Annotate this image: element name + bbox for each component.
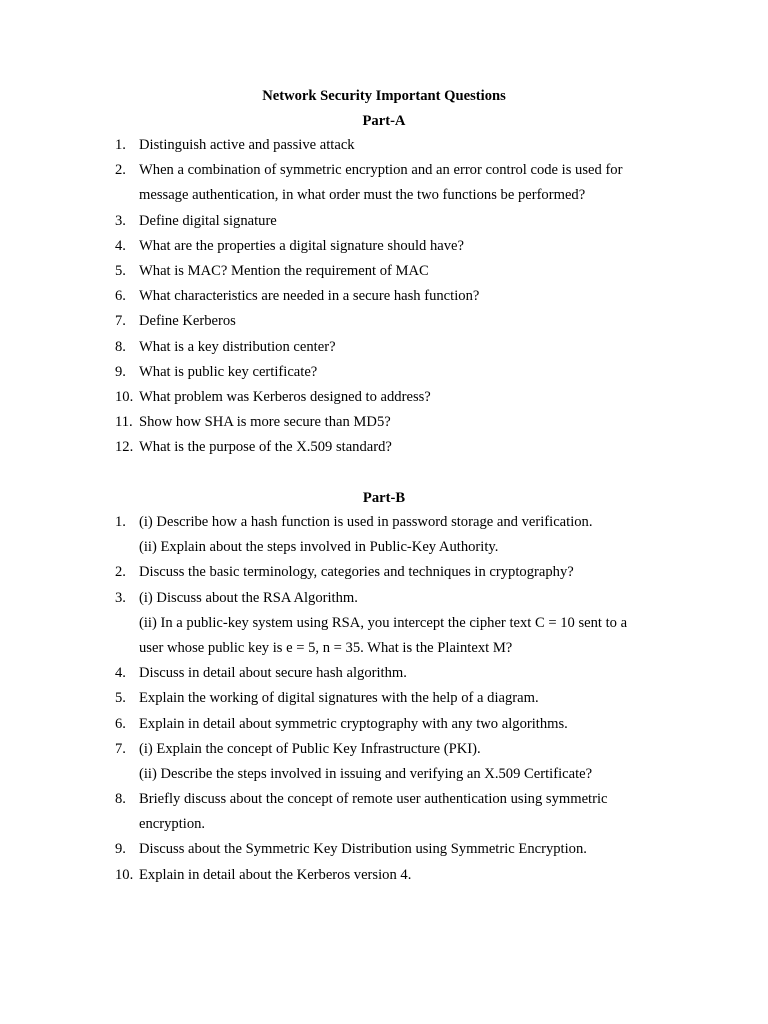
question-item	[115, 209, 675, 234]
question-line	[115, 686, 675, 711]
question-number: 9.	[115, 841, 126, 858]
question-text: Discuss the basic terminology, categories and techniques in cryptography?	[139, 564, 574, 581]
question-text: What are the properties a digital signature should have?	[139, 237, 464, 254]
question-text: Show how SHA is more secure than MD5?	[139, 414, 391, 431]
question-item	[115, 510, 675, 560]
question-number: 4.	[115, 665, 126, 682]
question-line	[115, 183, 675, 208]
question-number: 6.	[115, 715, 126, 732]
question-line	[115, 661, 675, 686]
part-b-heading: Part-B	[362, 490, 406, 506]
question-line	[115, 284, 675, 309]
question-item	[115, 284, 675, 309]
question-item	[115, 385, 675, 410]
question-line	[115, 158, 675, 183]
question-item	[115, 133, 675, 158]
question-text: What is the purpose of the X.509 standard?	[139, 439, 392, 456]
document-title: Network Security Important Questions	[262, 88, 506, 104]
question-line	[115, 309, 675, 334]
question-text: encryption.	[139, 816, 206, 833]
question-line	[115, 636, 675, 661]
question-text: Define Kerberos	[139, 313, 236, 330]
question-line	[115, 209, 675, 234]
question-item	[115, 360, 675, 385]
question-number: 9.	[115, 363, 126, 380]
question-line	[115, 712, 675, 737]
question-number: 8.	[115, 791, 126, 808]
question-line	[115, 410, 675, 435]
question-text: Explain the working of digital signatures with the help of a diagram.	[139, 690, 539, 707]
question-text: Briefly discuss about the concept of remote user authentication using symmetric	[139, 791, 608, 808]
question-line	[115, 510, 675, 535]
question-item	[115, 435, 675, 460]
question-item	[115, 661, 675, 686]
question-item	[115, 686, 675, 711]
question-number: 6.	[115, 288, 126, 305]
question-text: What is MAC? Mention the requirement of MAC	[139, 262, 429, 279]
question-number: 4.	[115, 237, 126, 254]
question-text: Discuss about the Symmetric Key Distribution using Symmetric Encryption.	[139, 841, 587, 858]
question-text: (ii) Explain about the steps involved in Public-Key Authority.	[139, 539, 499, 556]
question-text: Distinguish active and passive attack	[139, 137, 355, 153]
question-line	[115, 837, 675, 862]
question-text: (i) Describe how a hash function is used in password storage and verification.	[139, 514, 593, 530]
question-item	[115, 863, 675, 888]
question-item	[115, 837, 675, 862]
question-line	[115, 435, 675, 460]
question-line	[115, 535, 675, 560]
question-text: (ii) Describe the steps involved in issuing and verifying an X.509 Certificate?	[139, 765, 593, 782]
question-number: 10.	[115, 866, 134, 883]
question-text: What problem was Kerberos designed to address?	[139, 388, 431, 405]
question-number: 7.	[115, 740, 126, 757]
question-text: user whose public key is e = 5, n = 35. What is the Plaintext M?	[139, 639, 513, 656]
question-item	[115, 158, 675, 208]
question-line	[115, 560, 675, 585]
question-line	[115, 259, 675, 284]
part-a-heading: Part-A	[362, 113, 406, 129]
question-text: Discuss in detail about secure hash algorithm.	[139, 665, 407, 682]
question-number: 2.	[115, 162, 126, 179]
question-number: 3.	[115, 589, 126, 606]
question-number: 5.	[115, 262, 126, 279]
question-text: Define digital signature	[139, 212, 277, 229]
question-line	[115, 611, 675, 636]
question-item	[115, 787, 675, 837]
question-item	[115, 259, 675, 284]
question-line	[115, 385, 675, 410]
question-item	[115, 560, 675, 585]
question-item	[115, 586, 675, 662]
question-number: 1.	[115, 137, 126, 153]
question-text: Explain in detail about the Kerberos version 4.	[139, 866, 412, 883]
question-line	[115, 863, 675, 888]
question-line	[115, 737, 675, 762]
question-line	[115, 586, 675, 611]
question-item	[115, 309, 675, 334]
question-number: 11.	[115, 414, 133, 431]
question-item	[115, 712, 675, 737]
question-item	[115, 335, 675, 360]
question-number: 10.	[115, 388, 134, 405]
question-line	[115, 335, 675, 360]
question-item	[115, 410, 675, 435]
question-number: 3.	[115, 212, 126, 229]
question-text: (i) Explain the concept of Public Key Infrastructure (PKI).	[139, 740, 481, 757]
question-text: What characteristics are needed in a secure hash function?	[139, 288, 480, 305]
question-text: When a combination of symmetric encryption and an error control code is used for	[139, 162, 623, 179]
question-item	[115, 737, 675, 787]
question-text: What is a key distribution center?	[139, 338, 336, 355]
question-text: (i) Discuss about the RSA Algorithm.	[139, 589, 358, 606]
question-number: 5.	[115, 690, 126, 707]
question-line	[115, 762, 675, 787]
question-number: 2.	[115, 564, 126, 581]
question-line	[115, 234, 675, 259]
question-number: 7.	[115, 313, 126, 330]
question-line	[115, 787, 675, 812]
part-b-list	[115, 510, 675, 888]
question-text: message authentication, in what order must the two functions be performed?	[139, 187, 586, 204]
question-number: 1.	[115, 514, 126, 530]
question-number: 8.	[115, 338, 126, 355]
question-line	[115, 133, 675, 158]
question-line	[115, 812, 675, 837]
question-text: Explain in detail about symmetric cryptography with any two algorithms.	[139, 715, 568, 732]
question-number: 12.	[115, 439, 134, 456]
question-line	[115, 360, 675, 385]
question-item	[115, 234, 675, 259]
question-text: (ii) In a public-key system using RSA, you intercept the cipher text C = 10 sent to a	[139, 614, 628, 631]
part-a-list	[115, 133, 675, 460]
question-text: What is public key certificate?	[139, 363, 318, 380]
